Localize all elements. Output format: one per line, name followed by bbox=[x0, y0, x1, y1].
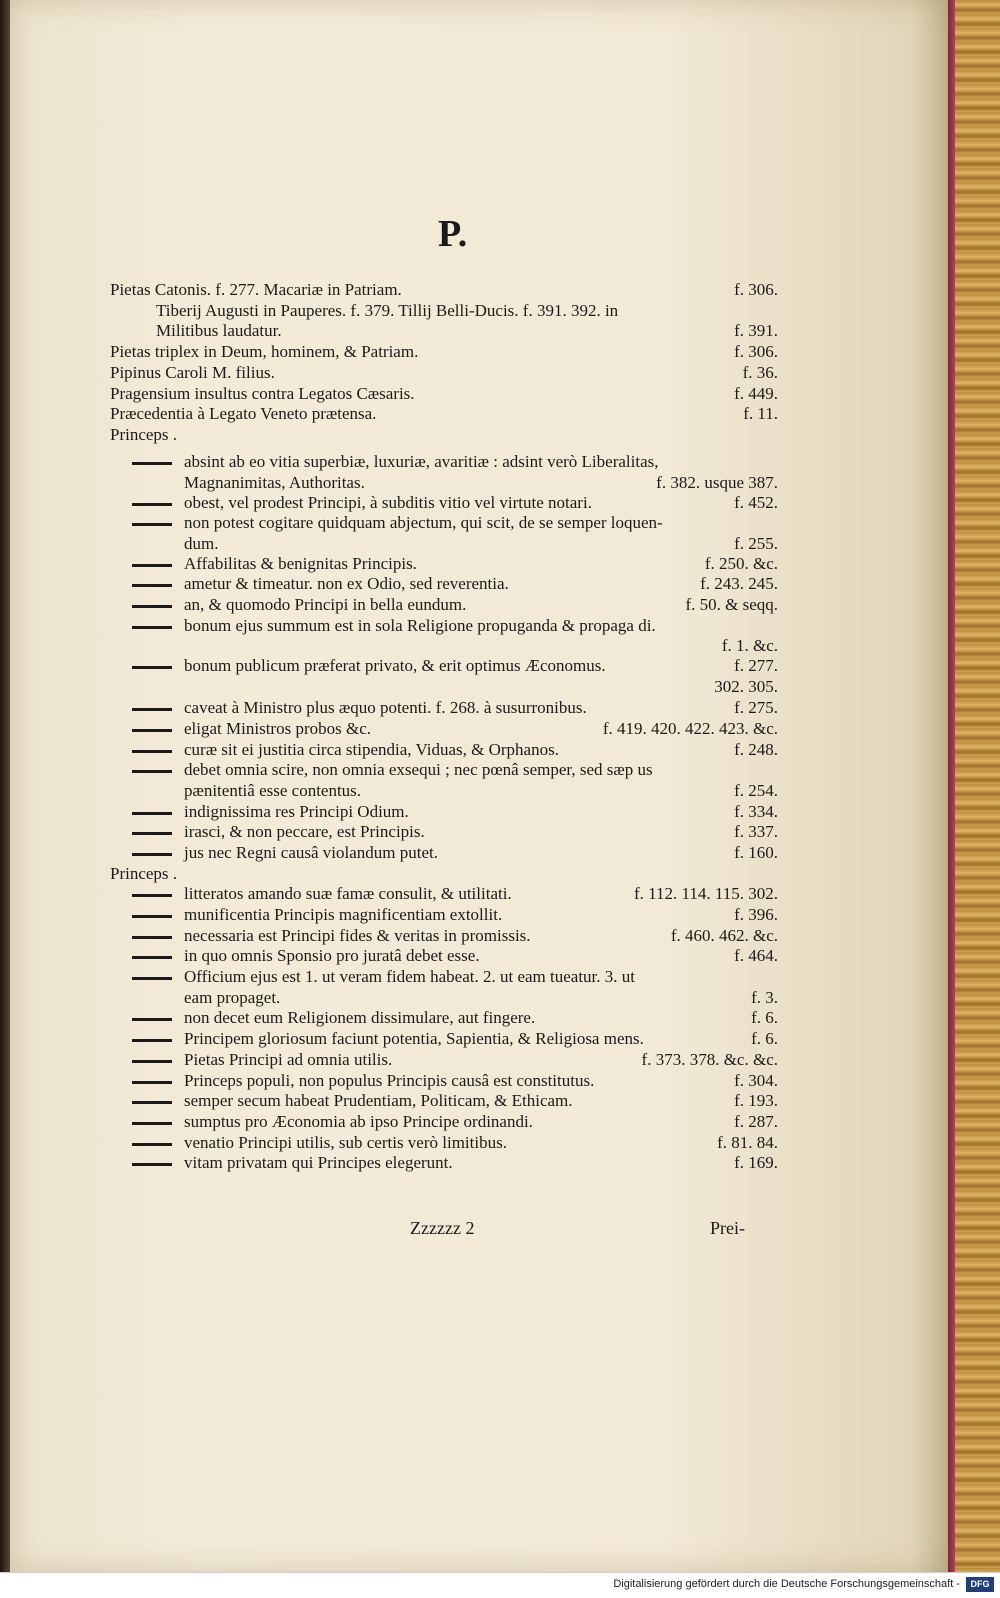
entry-ref: f. 243. 245. bbox=[700, 574, 778, 593]
entry-ref: f. 254. bbox=[734, 781, 778, 800]
entry-text: non decet eum Religionem dissimulare, aut fingere. bbox=[184, 1008, 536, 1027]
entry-dash bbox=[132, 894, 172, 897]
entry-text: Pipinus Caroli M. filius. bbox=[110, 363, 275, 382]
entry-text: obest, vel prodest Principi, à subditis vitio vel virtute notari. bbox=[184, 493, 592, 512]
entry-text: non potest cogitare quidquam abjectum, qui scit, de se semper loquen- bbox=[184, 513, 663, 532]
entry-text: Principem gloriosum faciunt potentia, Sapientia, & Religiosa mens. bbox=[184, 1029, 644, 1048]
entry-heading: Princeps . bbox=[110, 864, 178, 883]
entry-dash bbox=[132, 1163, 172, 1166]
entry-text: Officium ejus est 1. ut veram fidem habeat. 2. ut eam tueatur. 3. ut bbox=[184, 967, 636, 986]
entry-ref: f. 3. bbox=[751, 988, 778, 1007]
entry-dash bbox=[132, 853, 172, 856]
entry-text: bonum publicum præferat privato, & erit optimus Æconomus. bbox=[184, 656, 606, 675]
entry-dash bbox=[132, 750, 172, 753]
entry-ref: f. 304. bbox=[734, 1071, 778, 1090]
entry-dash bbox=[132, 626, 172, 629]
entry-text: Pietas triplex in Deum, hominem, & Patriam. bbox=[110, 342, 419, 361]
entry-dash bbox=[132, 503, 172, 506]
index-entries bbox=[10, 0, 948, 1572]
entry-dash bbox=[132, 770, 172, 773]
entry-text: irasci, & non peccare, est Principis. bbox=[184, 822, 425, 841]
entry-text: ametur & timeatur. non ex Odio, sed reverentia. bbox=[184, 574, 509, 593]
entry-dash bbox=[132, 1060, 172, 1063]
entry-text: Pietas Principi ad omnia utilis. bbox=[184, 1050, 393, 1069]
entry-ref: f. 460. 462. &c. bbox=[670, 926, 778, 945]
entry-ref: f. 391. bbox=[734, 321, 778, 340]
entry-ref: f. 36. bbox=[742, 363, 778, 382]
entry-ref: f. 250. &c. bbox=[704, 554, 778, 573]
entry-text: caveat à Ministro plus æquo potenti. f. 268. à susurronibus. bbox=[184, 698, 587, 717]
entry-heading: Princeps . bbox=[110, 425, 178, 444]
decorative-gilt-border bbox=[955, 0, 1000, 1597]
signature-mark: Zzzzzz 2 bbox=[410, 1218, 475, 1238]
entry-dash bbox=[132, 1143, 172, 1146]
entry-text: Magnanimitas, Authoritas. bbox=[184, 473, 365, 492]
entry-ref: f. 287. bbox=[734, 1112, 778, 1131]
entry-text: eam propaget. bbox=[184, 988, 281, 1007]
entry-dash bbox=[132, 1101, 172, 1104]
entry-dash bbox=[132, 1039, 172, 1042]
entry-text: Militibus laudatur. bbox=[156, 321, 282, 340]
entry-dash bbox=[132, 462, 172, 465]
entry-text: in quo omnis Sponsio pro juratâ debet esse. bbox=[184, 946, 480, 965]
book-edge-left bbox=[0, 0, 10, 1597]
entry-dash bbox=[132, 977, 172, 980]
entry-text: eligat Ministros probos &c. bbox=[184, 719, 371, 738]
entry-ref: f. 255. bbox=[734, 534, 778, 553]
entry-ref: f. 277. bbox=[734, 656, 778, 675]
entry-dash bbox=[132, 812, 172, 815]
entry-ref: f. 81. 84. bbox=[717, 1133, 778, 1152]
entry-text: jus nec Regni causâ violandum putet. bbox=[184, 843, 438, 862]
entry-text: absint ab eo vitia superbiæ, luxuriæ, avaritiæ : adsint verò Liberalitas, bbox=[184, 452, 659, 471]
entry-text: Pragensium insultus contra Legatos Cæsaris. bbox=[110, 384, 415, 403]
entry-ref: f. 160. bbox=[734, 843, 778, 862]
entry-ref: f. 50. & seqq. bbox=[685, 595, 778, 614]
entry-ref: f. 334. bbox=[734, 802, 778, 821]
entry-text: venatio Principi utilis, sub certis verò limitibus. bbox=[184, 1133, 507, 1152]
entry-dash bbox=[132, 564, 172, 567]
entry-ref: f. 464. bbox=[734, 946, 778, 965]
entry-text: necessaria est Principi fides & veritas in promissis. bbox=[184, 926, 531, 945]
entry-dash bbox=[132, 666, 172, 669]
entry-text: curæ sit ei justitia circa stipendia, Viduas, & Orphanos. bbox=[184, 740, 559, 759]
entry-ref: f. 337. bbox=[734, 822, 778, 841]
entry-ref: f. 396. bbox=[734, 905, 778, 924]
entry-text: semper secum habeat Prudentiam, Politicam, & Ethicam. bbox=[184, 1091, 573, 1110]
entry-ref: f. 373. 378. &c. &c. bbox=[641, 1050, 778, 1069]
entry-text: pænitentiâ esse contentus. bbox=[184, 781, 362, 800]
entry-ref: f. 452. bbox=[734, 493, 778, 512]
entry-text: an, & quomodo Principi in bella eundum. bbox=[184, 595, 467, 614]
entry-text: Præcedentia à Legato Veneto prætensa. bbox=[110, 404, 377, 423]
entry-dash bbox=[132, 1018, 172, 1021]
entry-dash bbox=[132, 915, 172, 918]
entry-dash bbox=[132, 936, 172, 939]
entry-dash bbox=[132, 832, 172, 835]
entry-ref: f. 6. bbox=[751, 1029, 778, 1048]
page-heading-letter: P. bbox=[438, 213, 468, 255]
entry-dash bbox=[132, 605, 172, 608]
entry-ref: f. 112. 114. 115. 302. bbox=[633, 884, 778, 903]
entry-dash bbox=[132, 523, 172, 526]
entry-ref: f. 382. usque 387. bbox=[656, 473, 778, 492]
entry-ref: f. 419. 420. 422. 423. &c. bbox=[602, 719, 778, 738]
catchword: Prei- bbox=[710, 1218, 745, 1238]
entry-dash bbox=[132, 1122, 172, 1125]
entry-ref: f. 1. &c. bbox=[721, 636, 778, 655]
entry-text: bonum ejus summum est in sola Religione propuganda & propaga di. bbox=[184, 616, 656, 635]
entry-text: sumptus pro Æconomia ab ipso Principe ordinandi. bbox=[184, 1112, 533, 1131]
entry-dash bbox=[132, 584, 172, 587]
entry-ref: f. 11. bbox=[743, 404, 778, 423]
entry-text: litteratos amando suæ famæ consulit, & utilitati. bbox=[184, 884, 512, 903]
book-page bbox=[10, 0, 948, 1572]
entry-ref: 302. 305. bbox=[714, 677, 778, 696]
entry-text: indignissima res Principi Odium. bbox=[184, 802, 409, 821]
entry-text: Affabilitas & benignitas Principis. bbox=[184, 554, 417, 573]
entry-dash bbox=[132, 1081, 172, 1084]
entry-ref: f. 275. bbox=[734, 698, 778, 717]
entry-dash bbox=[132, 956, 172, 959]
digitization-footer bbox=[0, 1572, 1000, 1598]
entry-dash bbox=[132, 729, 172, 732]
footer-credit: Digitalisierung gefördert durch die Deutsche Forschungsgemeinschaft - bbox=[613, 1578, 960, 1590]
dfg-logo-icon: DFG bbox=[966, 1577, 994, 1592]
entry-ref: f. 6. bbox=[751, 1008, 778, 1027]
entry-text: dum. bbox=[184, 534, 219, 553]
entry-text: Tiberij Augusti in Pauperes. f. 379. Tillij Belli-Ducis. f. 391. 392. in bbox=[156, 301, 619, 320]
entry-ref: f. 306. bbox=[734, 342, 778, 361]
entry-text: vitam privatam qui Principes elegerunt. bbox=[184, 1153, 453, 1172]
entry-ref: f. 193. bbox=[734, 1091, 778, 1110]
entry-text: munificentia Principis magnificentiam extollit. bbox=[184, 905, 503, 924]
entry-text: Princeps populi, non populus Principis causâ est constitutus. bbox=[184, 1071, 595, 1090]
entry-text: Pietas Catonis. f. 277. Macariæ in Patriam. bbox=[110, 280, 402, 299]
entry-dash bbox=[132, 708, 172, 711]
entry-ref: f. 306. bbox=[734, 280, 778, 299]
entry-text: debet omnia scire, non omnia exsequi ; nec pœnâ semper, sed sæp us bbox=[184, 760, 653, 779]
entry-ref: f. 169. bbox=[734, 1153, 778, 1172]
entry-ref: f. 449. bbox=[734, 384, 778, 403]
entry-ref: f. 248. bbox=[734, 740, 778, 759]
